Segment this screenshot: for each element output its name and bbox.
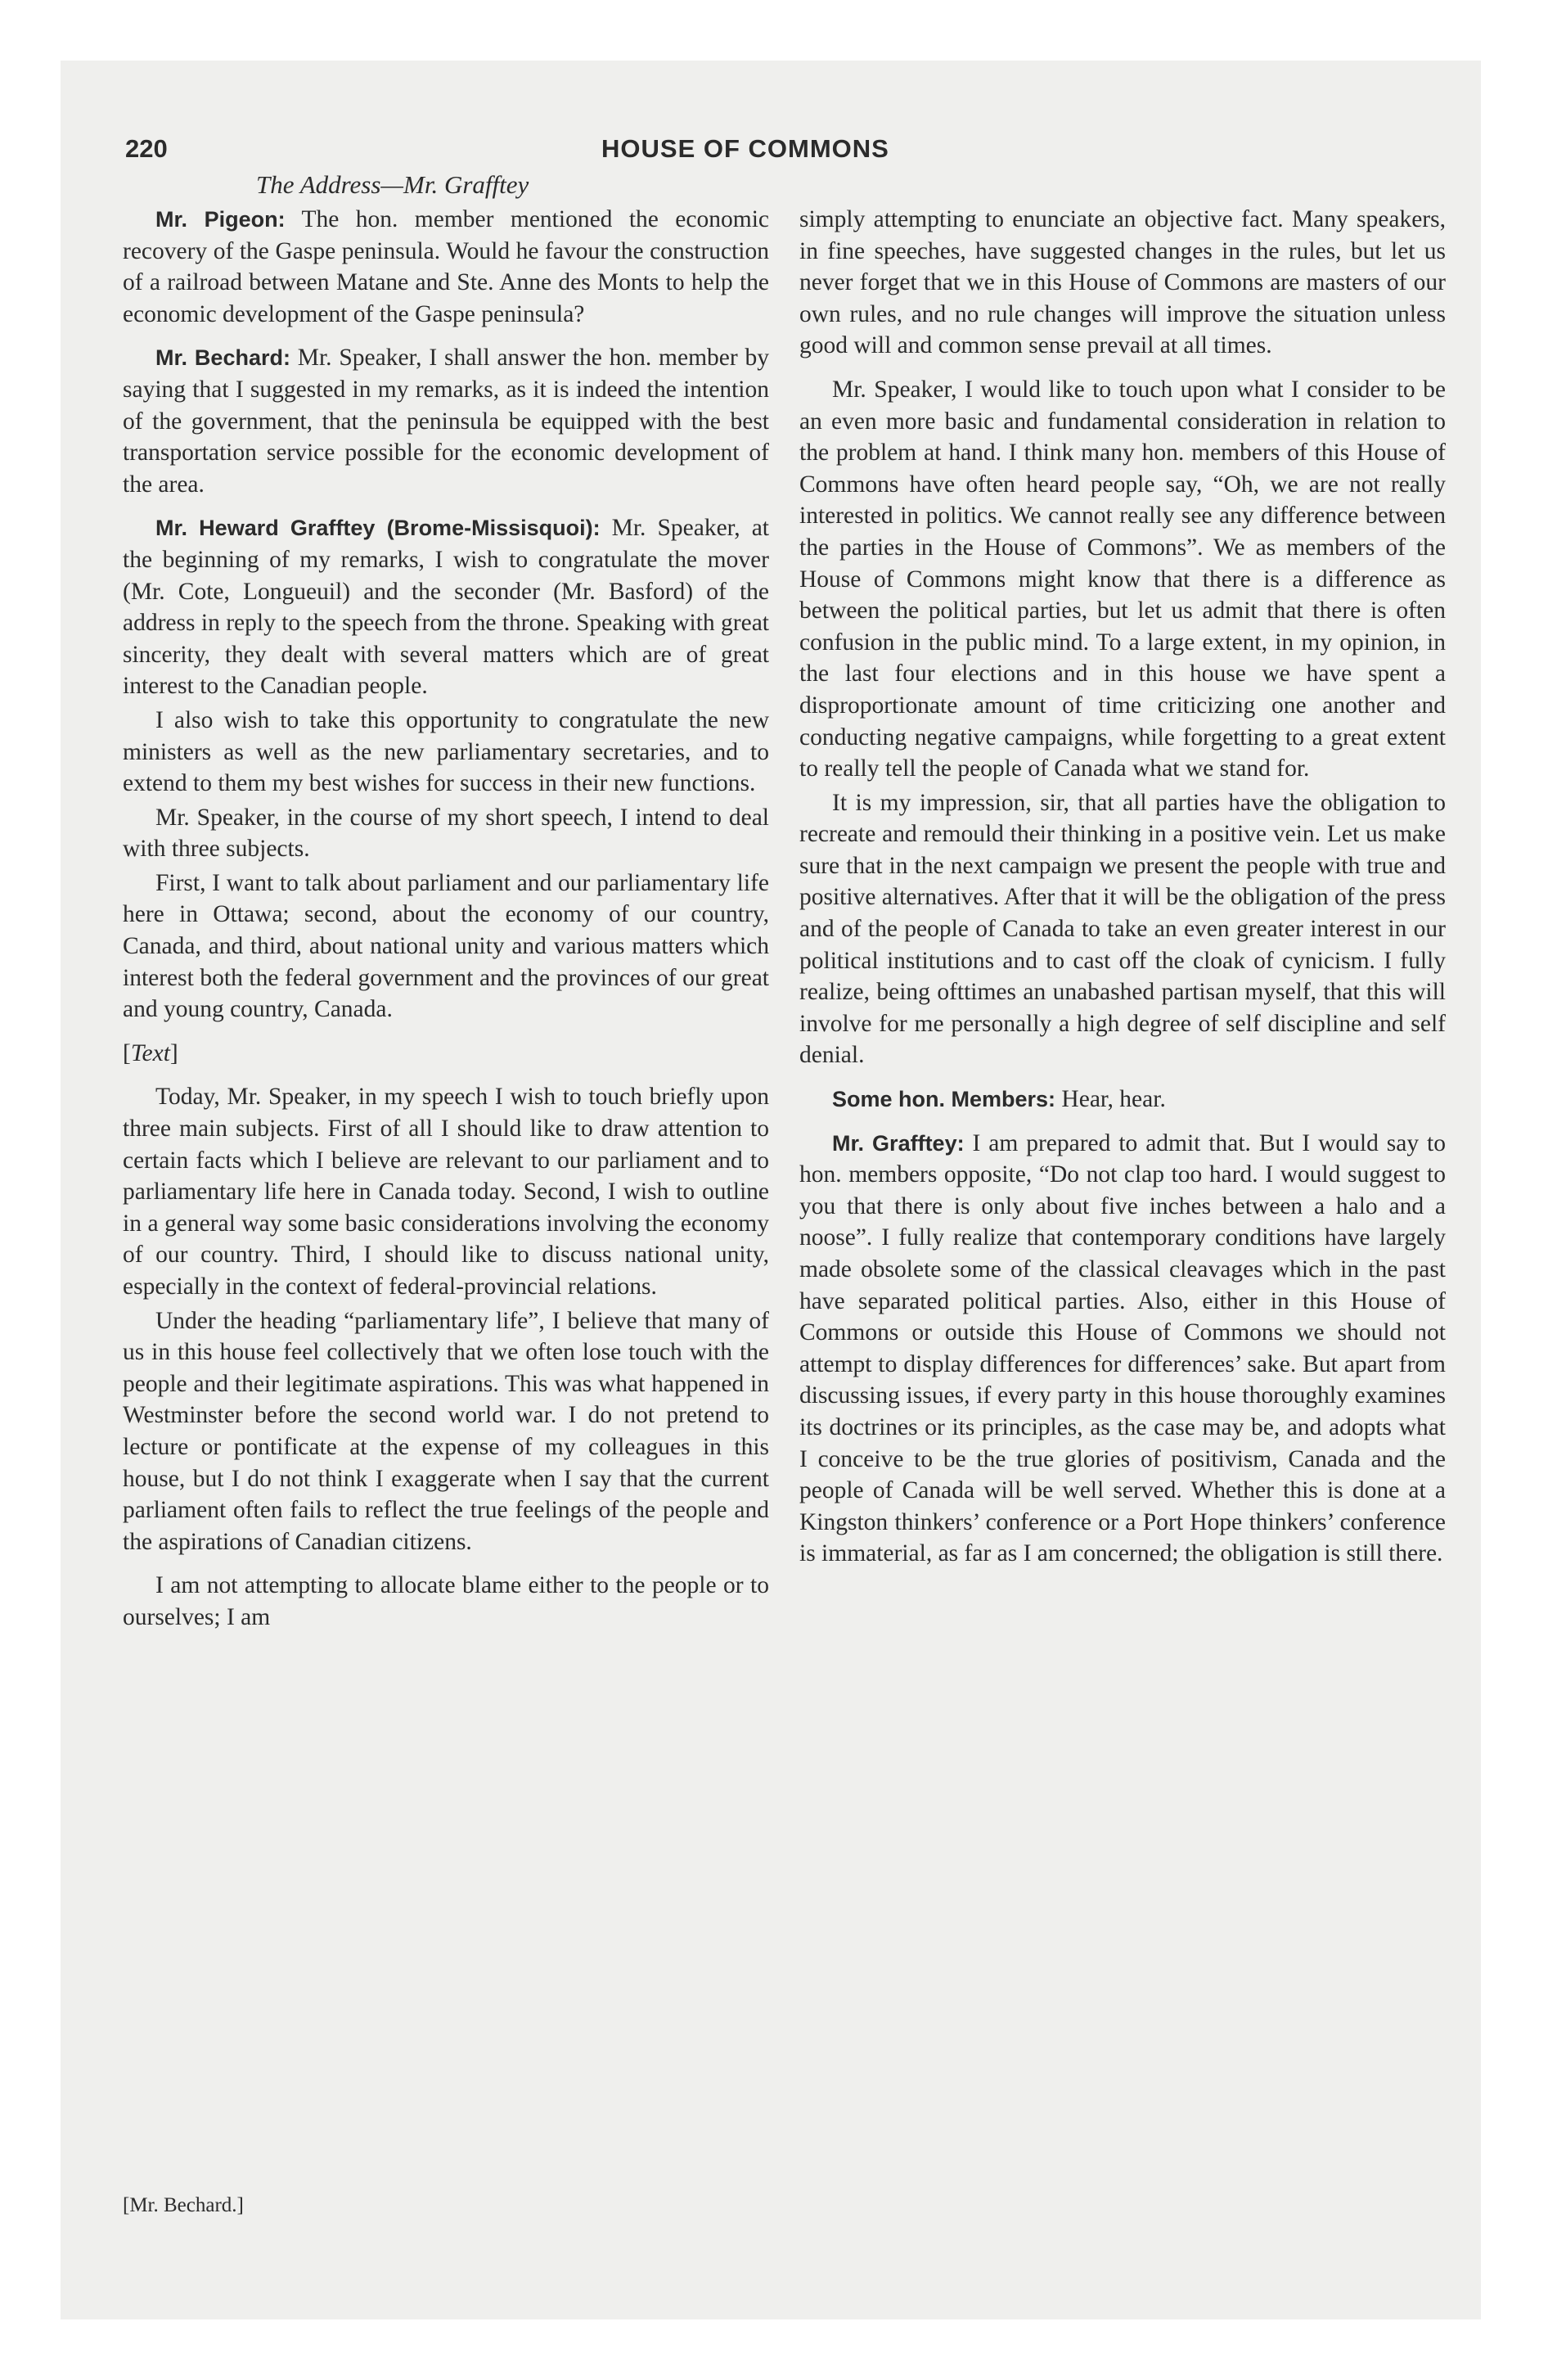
paragraph <box>799 1128 1446 1570</box>
paragraph-text: I am prepared to admit that. But I would say to hon. members opposite, “Do not clap too hard. I would suggest to you that there is only about five inches between a halo and a noose”. I fully realize that contemporary conditions have largely made obsolete some of the classical cleavages which in the past have separated political parties. Also, either in this House of Commons or outside this House of Commons we should not attempt to display differences for differences’ sake. But apart from discussing issues, if every party in this house thoroughly examines its doctrines or its principles, as the case may be, and adopts what I conceive to be the true glories of positivism, Canada and the people of Canada will be well served. Whether this is done at a Kingston thinkers’ conference or a Port Hope thinkers’ conference is immaterial, as far as I am concerned; the obligation is still there. <box>799 1129 1446 1567</box>
speaker-name: Some hon. Members: <box>832 1087 1056 1112</box>
paragraph: Mr. Speaker, in the course of my short speech, I intend to deal with three subjects. <box>123 804 769 863</box>
speaker-name: Mr. Grafftey: <box>832 1130 965 1156</box>
page-footer: [Mr. Bechard.] <box>123 2194 244 2216</box>
speaker-name: Mr. Pigeon: <box>155 207 286 232</box>
left-column <box>123 204 769 1646</box>
paragraph: Today, Mr. Speaker, in my speech I wish to touch briefly upon three main subjects. First of all I should like to draw attention to certain facts which I believe are relevant to our parliament and to parliamentary life here in Canada today. Second, I wish to outline in a general way some basic considerations involving the economy of our country. Third, I should like to discuss national unity, especially in the context of federal-provincial relations. <box>123 1084 769 1300</box>
paragraph <box>123 342 769 500</box>
right-column <box>799 204 1446 1582</box>
paragraph: It is my impression, sir, that all parties have the obligation to recreate and remould their thinking in a positive vein. Let us make sure that in the next campaign we present the people with true and positive alternatives. After that it will be the obligation of the press and of the people of Canada to take an even greater interest in our political institutions and to cast off the cloak of cynicism. I fully realize, being ofttimes an unabashed partisan myself, that this will involve for me personally a high degree of self discipline and self denial. <box>799 789 1446 1069</box>
speaker-name: Mr. Heward Grafftey (Brome-Missisquoi): <box>155 516 601 541</box>
paragraph-text: The hon. member mentioned the economic recovery of the Gaspe peninsula. Would he favour the construction of a railroad between Matane and Ste. Anne des Monts to help the economic development of the Gaspe peninsula? <box>123 206 769 327</box>
page-header-title: HOUSE OF COMMONS <box>601 134 889 163</box>
running-subheader: The Address—Mr. Grafftey <box>256 170 529 199</box>
paragraph-text: Hear, hear. <box>1055 1086 1166 1113</box>
paragraph: Mr. Speaker, I would like to touch upon what I consider to be an even more basic and fundamental consideration in relation to the problem at hand. I think many hon. members of this House of Commons have often heard people say, “Oh, we are not really interested in politics. We cannot really see any difference between the parties in the House of Commons”. We as members of the House of Commons might know that there is a difference as between the political parties, but let us admit that there is often confusion in the public mind. To a large extent, in my opinion, in the last four elections and in this house we have spent a disproportionate amount of time criticizing one another and conducting negative campaigns, while forgetting to a great extent to really tell the people of Canada what we stand for. <box>799 376 1446 782</box>
paragraph: Under the heading “parliamentary life”, I believe that many of us in this house feel collectively that we often lose touch with the people and their legitimate aspirations. This was what happened in Westminster before the second world war. I do not pretend to lecture or pontificate at the expense of my colleagues in this house, but I do not think I exaggerate when I say that the current parliament often fails to reflect the true feelings of the people and the aspirations of Canadian citizens. <box>123 1307 769 1555</box>
translation-marker: [Text] <box>123 1039 178 1066</box>
translation-marker-text: Text <box>130 1039 170 1066</box>
paragraph <box>799 1084 1446 1116</box>
paragraph: simply attempting to enunciate an objective fact. Many speakers, in fine speeches, have suggested changes in the rules, but let us never forget that we in this House of Commons are masters of our own rules, and no rule changes will improve the situation unless good will and common sense prevail at all times. <box>799 206 1446 359</box>
paragraph: I also wish to take this opportunity to congratulate the new ministers as well as the new parliamentary secretaries, and to extend to them my best wishes for success in their new functions. <box>123 706 769 797</box>
page-number: 220 <box>125 134 168 163</box>
paragraph: I am not attempting to allocate blame either to the people or to ourselves; I am <box>123 1572 769 1630</box>
paragraph-text: Mr. Speaker, at the beginning of my remarks, I wish to congratulate the mover (Mr. Cote, Longueuil) and the seconder (Mr. Basford) of the address in reply to the speech from the throne. Speaking with great sincerity, they dealt with several matters which are of great interest to the Canadian people. <box>123 515 770 700</box>
paragraph <box>123 204 769 330</box>
speaker-name: Mr. Bechard: <box>155 345 290 371</box>
paragraph <box>123 512 769 702</box>
paragraph: First, I want to talk about parliament and our parliamentary life here in Ottawa; second, about the economy of our country, Canada, and third, about national unity and various matters which interest both the federal government and the provinces of our great and young country, Canada. <box>123 869 769 1023</box>
paragraph-text: Mr. Speaker, I shall answer the hon. member by saying that I suggested in my remarks, as it is indeed the intention of the government, that the peninsula be equipped with the best transportation service possible for the economic development of the area. <box>123 345 769 498</box>
